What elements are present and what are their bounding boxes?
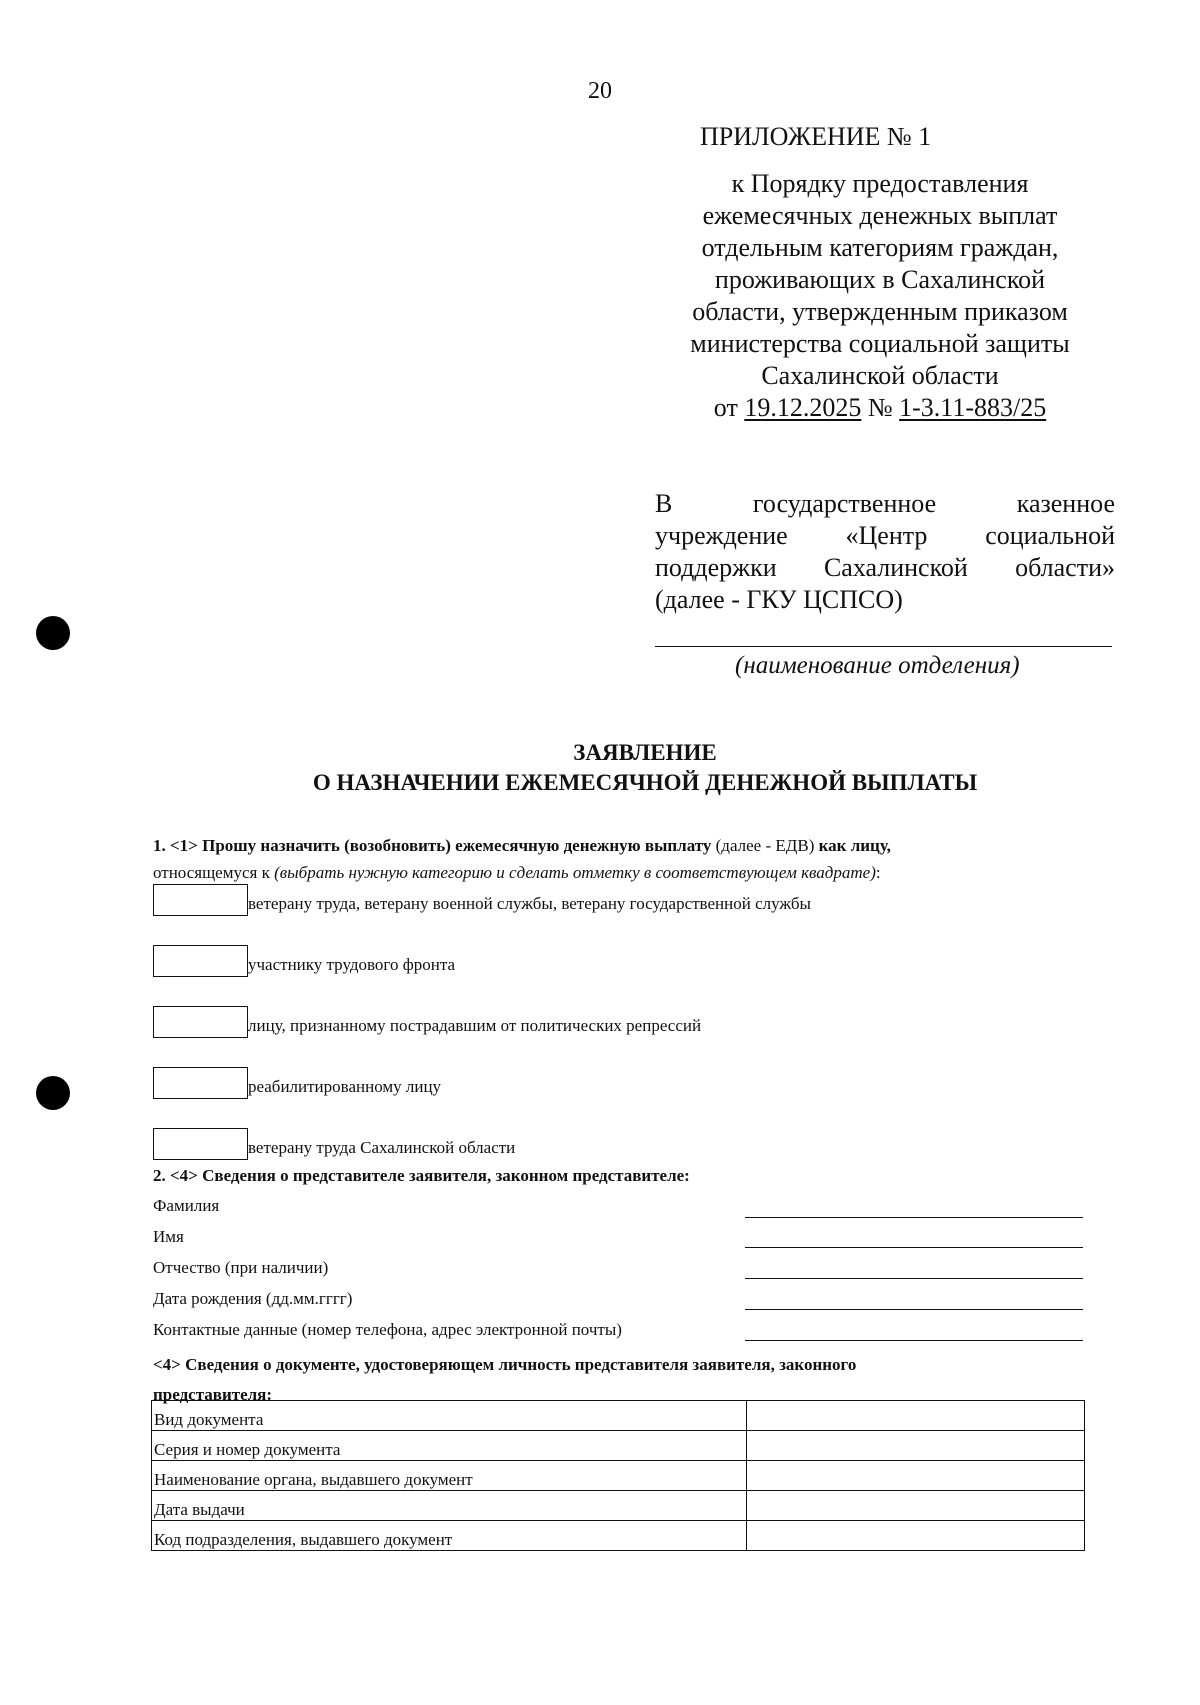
appendix-line: Сахалинской области xyxy=(761,361,999,390)
category-option xyxy=(153,943,455,977)
surname-input-line[interactable] xyxy=(745,1217,1083,1218)
section1-intro-line2: относящемуся к xyxy=(153,863,275,882)
table-row-value-cell[interactable] xyxy=(747,1431,1085,1461)
field-label-name: Имя xyxy=(153,1227,184,1246)
appendix-line: ежемесячных денежных выплат xyxy=(702,201,1058,230)
category-checkbox[interactable] xyxy=(153,884,248,916)
category-label: участнику трудового фронта xyxy=(248,955,456,974)
table-row-label: Вид документа xyxy=(152,1401,747,1431)
table-row xyxy=(152,1401,1085,1431)
table-row-label: Дата выдачи xyxy=(152,1491,747,1521)
birthdate-input-line[interactable] xyxy=(745,1309,1083,1310)
appendix-line: к Порядку предоставления xyxy=(731,169,1029,198)
appendix-line: отдельным категориям граждан, xyxy=(701,233,1059,262)
category-checkbox[interactable] xyxy=(153,1067,248,1099)
category-option xyxy=(153,882,811,916)
table-row-label: Наименование органа, выдавшего документ xyxy=(152,1461,747,1491)
addressee-block xyxy=(655,488,1115,616)
field-label-contacts: Контактные данные (номер телефона, адрес электронной почты) xyxy=(153,1320,622,1339)
addressee-line: В государственное казенное xyxy=(655,489,1115,518)
section2-title: 2. <4> Сведения о представителе заявителя, законном представителе: xyxy=(153,1166,690,1185)
category-option xyxy=(153,1004,701,1038)
table-row-value-cell[interactable] xyxy=(747,1491,1085,1521)
table-row-value-cell[interactable] xyxy=(747,1401,1085,1431)
addressee-line: учреждение «Центр социальной xyxy=(655,521,1115,550)
category-checkbox[interactable] xyxy=(153,945,248,977)
field-label-birthdate: Дата рождения (дд.мм.гггг) xyxy=(153,1289,353,1308)
field-label-surname: Фамилия xyxy=(153,1196,220,1215)
department-name-line[interactable] xyxy=(655,646,1112,647)
appendix-text xyxy=(640,168,1120,424)
table-row-label: Код подразделения, выдавшего документ xyxy=(152,1521,747,1551)
contacts-input-line[interactable] xyxy=(745,1340,1083,1341)
category-label: реабилитированному лицу xyxy=(248,1077,442,1096)
page-number: 20 xyxy=(588,78,612,104)
order-date-number xyxy=(640,392,1120,424)
department-name-caption: (наименование отделения) xyxy=(735,652,1020,679)
table-row xyxy=(152,1431,1085,1461)
category-option xyxy=(153,1126,515,1160)
section1-intro-bold: 1. <1> Прошу назначить (возобновить) ежемесячную денежную выплату xyxy=(153,836,712,855)
name-input-line[interactable] xyxy=(745,1247,1083,1248)
identity-document-table xyxy=(151,1400,1085,1551)
document-title-line1: ЗАЯВЛЕНИЕ xyxy=(573,740,717,765)
appendix-line: министерства социальной защиты xyxy=(690,329,1070,358)
section1-intro-italic: (выбрать нужную категорию и сделать отметку в соответствующем квадрате) xyxy=(274,863,876,882)
table-row-value-cell[interactable] xyxy=(747,1521,1085,1551)
document-title xyxy=(0,738,1200,798)
section1-intro-end: : xyxy=(875,863,881,882)
order-number: 1-3.11-883/25 xyxy=(899,393,1047,422)
addressee-line: (далее - ГКУ ЦСПСО) xyxy=(655,585,903,614)
addressee-line: поддержки Сахалинской области» xyxy=(655,553,1115,582)
table-row-label: Серия и номер документа xyxy=(152,1431,747,1461)
category-checkbox[interactable] xyxy=(153,1006,248,1038)
appendix-line: области, утвержденным приказом xyxy=(692,297,1068,326)
order-date-prefix: от xyxy=(713,393,738,422)
document-title-line2: О НАЗНАЧЕНИИ ЕЖЕМЕСЯЧНОЙ ДЕНЕЖНОЙ ВЫПЛАТЫ xyxy=(312,770,978,795)
category-checkbox[interactable] xyxy=(153,1128,248,1160)
identity-document-section-title: <4> Сведения о документе, удостоверяющем личность представителя заявителя, законного представителя: xyxy=(153,1355,857,1404)
appendix-title: ПРИЛОЖЕНИЕ № 1 xyxy=(700,122,932,151)
category-option xyxy=(153,1065,441,1099)
category-label: ветерану труда, ветерану военной службы, ветерану государственной службы xyxy=(248,894,811,913)
category-label: ветерану труда Сахалинской области xyxy=(248,1138,516,1157)
section1-intro-normal: (далее - ЕДВ) xyxy=(711,836,819,855)
patronymic-input-line[interactable] xyxy=(745,1278,1083,1279)
binder-hole-icon xyxy=(36,1076,70,1110)
binder-hole-icon xyxy=(36,616,70,650)
appendix-line: проживающих в Сахалинской xyxy=(714,265,1046,294)
category-label: лицу, признанному пострадавшим от политических репрессий xyxy=(248,1016,702,1035)
table-row xyxy=(152,1461,1085,1491)
table-row xyxy=(152,1491,1085,1521)
section1-intro xyxy=(153,832,1043,886)
table-row-value-cell[interactable] xyxy=(747,1461,1085,1491)
order-number-prefix: № xyxy=(867,393,893,422)
order-date: 19.12.2025 xyxy=(744,393,862,422)
section1-intro-bold2: как лицу, xyxy=(818,836,891,855)
field-label-patronymic: Отчество (при наличии) xyxy=(153,1258,329,1277)
table-row xyxy=(152,1521,1085,1551)
